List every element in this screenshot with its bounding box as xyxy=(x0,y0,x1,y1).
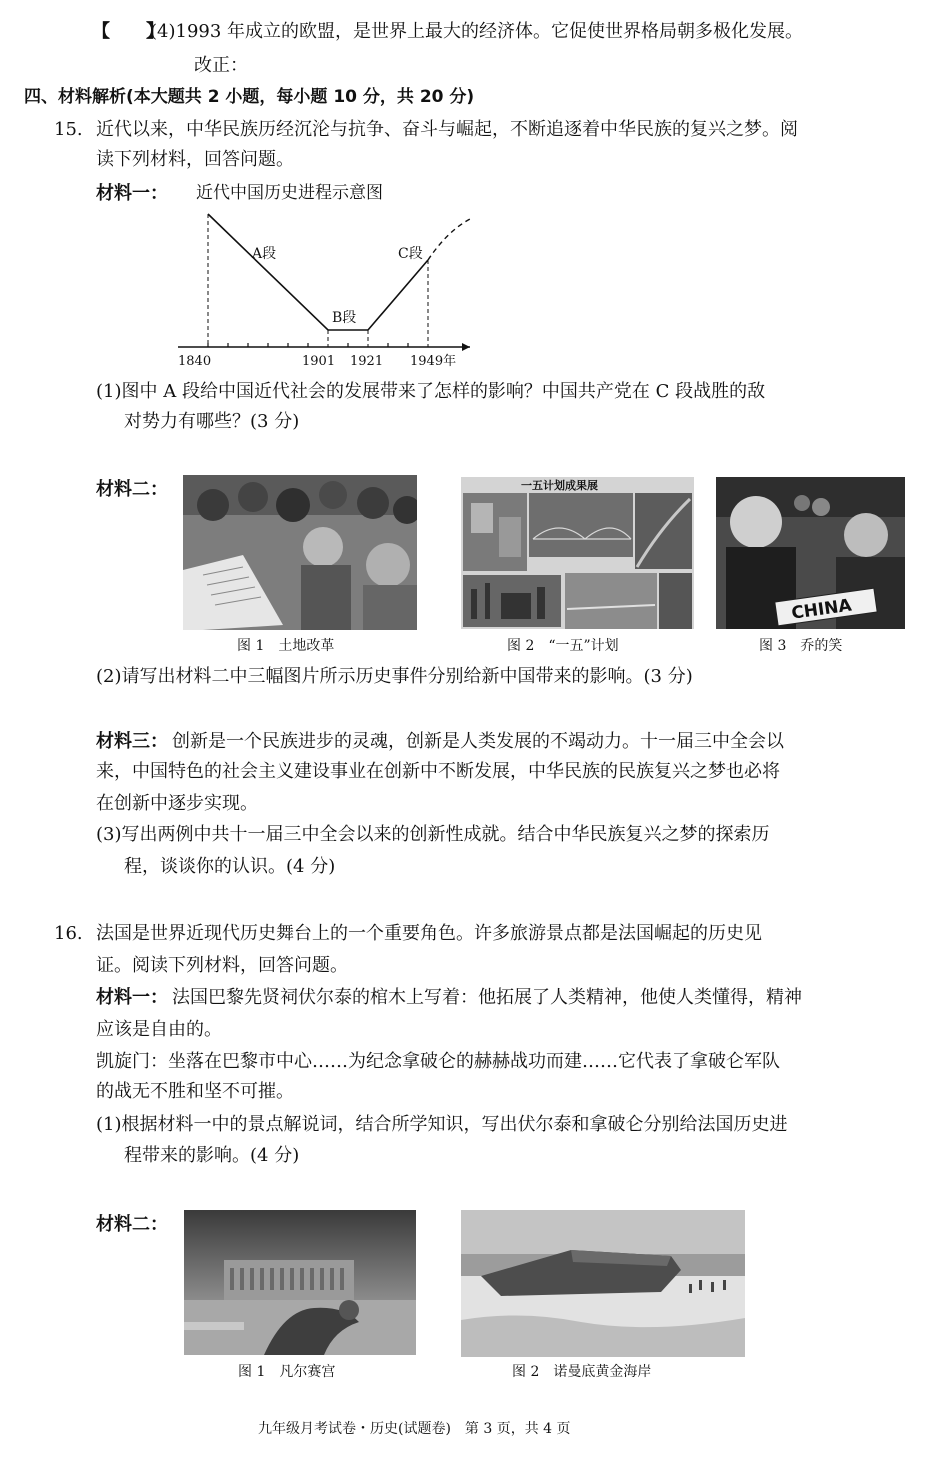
segment-c-label: C段 xyxy=(398,246,423,262)
tick-label: 1901 xyxy=(302,354,336,369)
tick-label: 1840 xyxy=(178,354,212,369)
sub-question: 对势力有哪些？(3 分) xyxy=(124,411,300,432)
figure-caption: 图 2 诺曼底黄金海岸 xyxy=(512,1364,652,1380)
future-trend-dashed xyxy=(428,218,472,260)
page-footer: 九年级月考试卷・历史(试题卷) 第 3 页，共 4 页 xyxy=(258,1421,571,1437)
material-text: 法国巴黎先贤祠伏尔泰的棺木上写着：他拓展了人类精神，他使人类懂得，精神 xyxy=(172,987,802,1008)
correction-label: 改正： xyxy=(194,55,248,76)
material-label: 材料一： xyxy=(96,183,168,204)
material-label: 材料一： xyxy=(96,987,168,1008)
statement-text: (4)1993 年成立的欧盟，是世界上最大的经济体。它促使世界格局朝多极化发展。 xyxy=(150,21,804,42)
year-guide-lines xyxy=(208,214,428,347)
question-number: 16. xyxy=(54,923,83,944)
question-intro: 证。阅读下列材料，回答问题。 xyxy=(96,955,348,976)
question-number: 15. xyxy=(54,119,83,140)
material-text: 的战无不胜和坚不可摧。 xyxy=(96,1081,294,1102)
material-label: 材料三： xyxy=(96,731,168,752)
figure-caption: 图 2 “一五”计划 xyxy=(507,638,619,654)
sub-question: (1)根据材料一中的景点解说词，结合所学知识，写出伏尔泰和拿破仑分别给法国历史进 xyxy=(96,1114,788,1135)
china-nameplate: CHINA xyxy=(790,595,853,624)
sub-question: (3)写出两例中共十一届三中全会以来的创新性成就。结合中华民族复兴之梦的探索历 xyxy=(96,824,770,845)
figure-caption: 图 3 乔的笑 xyxy=(759,638,843,654)
question-intro: 法国是世界近现代历史舞台上的一个重要角色。许多旅游景点都是法国崛起的历史见 xyxy=(96,923,762,944)
tick-label: 1921 xyxy=(350,354,384,369)
land-reform-photo xyxy=(183,475,417,630)
question-intro: 读下列材料，回答问题。 xyxy=(96,149,294,170)
qiao-laugh-photo xyxy=(716,477,905,629)
five-year-plan-collage xyxy=(461,477,694,629)
material-text: 凯旋门：坐落在巴黎市中心……为纪念拿破仑的赫赫战功而建……它代表了拿破仑军队 xyxy=(96,1051,780,1072)
normandy-beach-photo xyxy=(461,1210,745,1357)
segment-b-label: B段 xyxy=(332,310,357,326)
material-text: 应该是自由的。 xyxy=(96,1019,222,1040)
history-trend-line xyxy=(208,214,428,330)
answer-bracket[interactable]: 【 】 xyxy=(92,21,164,42)
tick-label: 1949年 xyxy=(410,354,457,369)
segment-a-label: A段 xyxy=(252,246,277,262)
material-text: 创新是一个民族进步的灵魂，创新是人类发展的不竭动力。十一届三中全会以 xyxy=(172,731,784,752)
collage-banner: 一五计划成果展 xyxy=(521,479,598,492)
question-intro: 近代以来，中华民族历经沉沦与抗争、奋斗与崛起，不断追逐着中华民族的复兴之梦。阅 xyxy=(96,119,798,140)
section-heading: 四、材料解析(本大题共 2 小题，每小题 10 分，共 20 分) xyxy=(24,87,475,107)
figure-caption: 图 1 土地改革 xyxy=(237,638,335,654)
material-label: 材料二： xyxy=(96,479,168,500)
history-process-diagram xyxy=(172,210,482,372)
material-text: 来，中国特色的社会主义建设事业在创新中不断发展，中华民族的民族复兴之梦也必将 xyxy=(96,761,780,782)
sub-question: 程，谈谈你的认识。(4 分) xyxy=(124,856,336,877)
figure-caption: 图 1 凡尔赛宫 xyxy=(238,1364,336,1380)
sub-question: (2)请写出材料二中三幅图片所示历史事件分别给新中国带来的影响。(3 分) xyxy=(96,666,693,687)
chart-title: 近代中国历史进程示意图 xyxy=(196,183,383,203)
versailles-photo xyxy=(184,1210,416,1355)
material-text: 在创新中逐步实现。 xyxy=(96,793,258,814)
sub-question: (1)图中 A 段给中国近代社会的发展带来了怎样的影响？中国共产党在 C 段战胜的敌 xyxy=(96,381,766,402)
sub-question: 程带来的影响。(4 分) xyxy=(124,1145,300,1166)
material-label: 材料二： xyxy=(96,1214,168,1235)
axis-arrow xyxy=(462,343,470,351)
